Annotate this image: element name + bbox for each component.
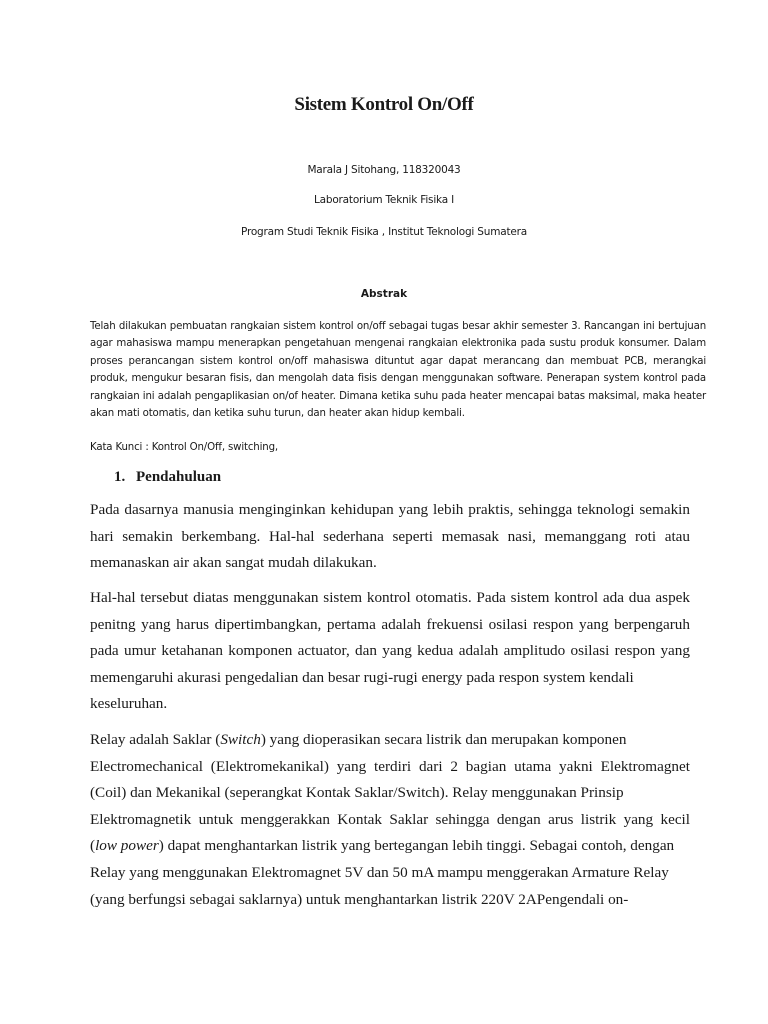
paragraph-line: Electromechanical (Elektromekanikal) yang terdiri dari 2 bagian utama yakni Elektromagnet [90, 757, 690, 775]
italic-term: low power [95, 837, 159, 855]
text-run: ) dapat menghantarkan listrik yang bertegangan lebih tinggi. Sebagai contoh, dengan [158, 837, 675, 855]
paragraph-1 [90, 497, 690, 577]
author-line: Marala J Sitohang, 118320043 [307, 164, 461, 176]
text-run: ( [90, 837, 96, 855]
text-run: Relay adalah Saklar ( [90, 731, 221, 748]
paragraph-line: Pada dasarnya manusia menginginkan kehidupan yang lebih praktis, sehingga teknologi semakin [90, 501, 690, 518]
paragraph-line: Elektromagnetik untuk menggerakkan Kontak Saklar sehingga dengan arus listrik yang kecil [90, 810, 690, 828]
paragraph-line: keseluruhan. [90, 695, 168, 713]
keywords-line: Kata Kunci : Kontrol On/Off, switching, [90, 442, 279, 453]
abstract-text: Telah dilakukan pembuatan rangkaian sistem kontrol on/off sebagai tugas besar akhir semester 3. Rancangan ini bertujuan agar mahasiswa mampu menerapkan pengetahuan mengenai rangkaian elektronika pada sustu produk konsumer. Dalam proses perancangan sistem kontrol on/off mahasiswa dituntut agar dapat merancang dan membuat PCB, merangkai produk, mengukur besaran fisis, dan mengolah data fisis dengan menggunakan software. Penerapan system kontrol pada rangkaian ini adalah pengaplikasian on/of heater. Dimana ketika suhu pada heater mencapai batas maksimal, maka heater akan mati otomatis, dan ketika suhu turun, dan heater akan hidup kembali. [90, 321, 706, 420]
paragraph-line: pada umur ketahanan komponen actuator, dan yang kedua adalah amplitudo osilasi respon yang [90, 642, 690, 660]
paragraph-line: (Coil) dan Mekanikal (seperangkat Kontak Saklar/Switch). Relay menggunakan Prinsip [90, 784, 624, 802]
paragraph-line [90, 833, 690, 860]
paragraph-line: memanaskan air akan sangat mudah dilakukan. [90, 554, 377, 572]
paragraph-line: penitng yang harus dipertimbangkan, pertama adalah frekuensi osilasi respon yang berpengaruh [90, 615, 690, 633]
section-title: Pendahuluan [136, 469, 222, 485]
section-heading-pendahuluan [114, 469, 221, 486]
paragraph-2 [90, 585, 690, 718]
paragraph-line: memengaruhi akurasi pengedalian dan besar rugi-rugi energy pada respon system kendali [90, 668, 634, 686]
abstract-heading: Abstrak [360, 288, 408, 300]
paragraph-line: (yang berfungsi sebagai saklarnya) untuk menghantarkan listrik 220V 2APengendali on- [90, 890, 629, 908]
section-number: 1. [114, 469, 126, 485]
paragraph-line: Hal-hal tersebut diatas menggunakan sistem kontrol otomatis. Pada sistem kontrol ada dua aspek [90, 589, 690, 606]
italic-term: Switch [220, 731, 261, 748]
lab-line: Laboratorium Teknik Fisika I [313, 194, 455, 206]
paper-title: Sistem Kontrol On/Off [294, 94, 474, 115]
paragraph-line: hari semakin berkembang. Hal-hal sederhana seperti memasak nasi, memanggang roti atau [90, 527, 690, 545]
text-run: ) yang dioperasikan secara listrik dan merupakan komponen [260, 731, 627, 748]
paragraph-line [90, 727, 690, 754]
affiliation-line: Program Studi Teknik Fisika , Institut Teknologi Sumatera [241, 226, 527, 238]
paragraph-3 [90, 727, 690, 913]
paragraph-line: Relay yang menggunakan Elektromagnet 5V dan 50 mA mampu menggerakan Armature Relay [90, 863, 669, 881]
